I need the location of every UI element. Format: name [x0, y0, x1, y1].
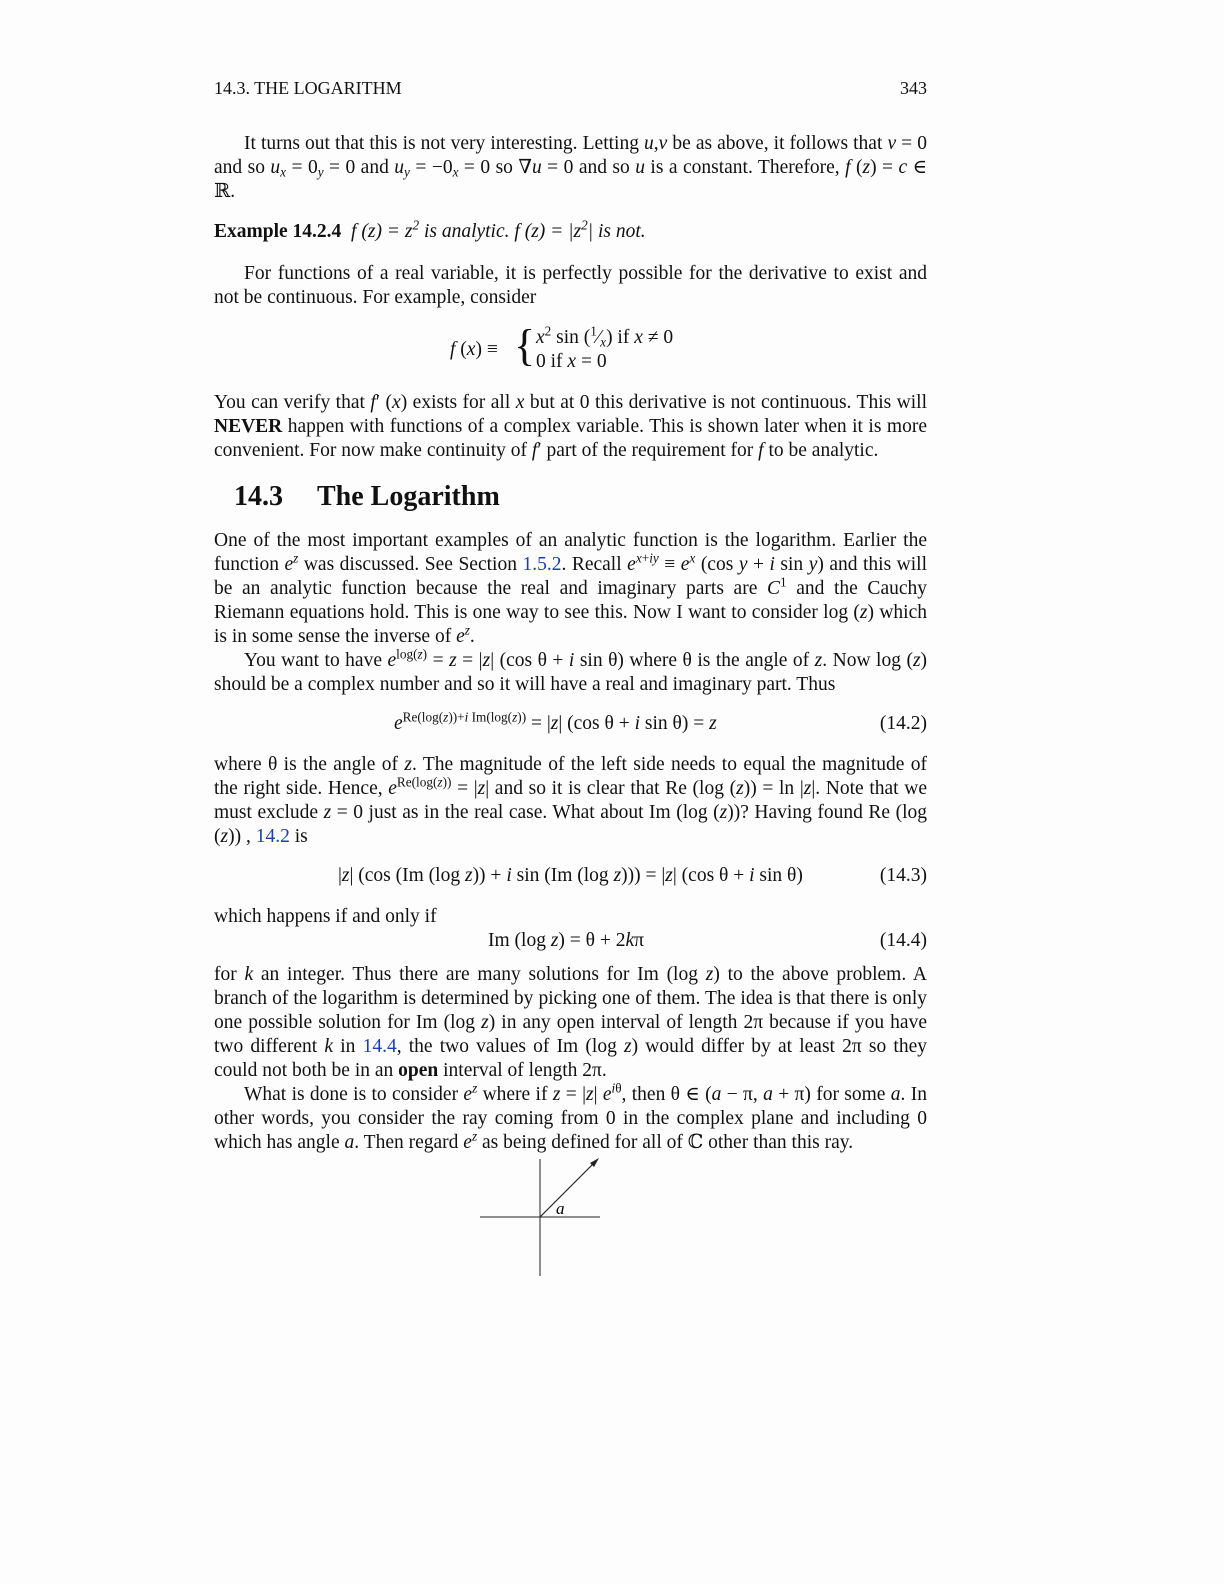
paragraph-real-variable: For functions of a real variable, it is perfectly possible for the derivative to exist and not be continuous. For example, consider: [214, 263, 927, 308]
section-link[interactable]: 1.5.2: [522, 554, 562, 575]
section-number: 14.3: [234, 481, 283, 512]
open-emphasis: open: [398, 1060, 439, 1081]
page-number: 343: [900, 78, 927, 98]
paragraph-which-happens: which happens if and only if: [214, 906, 437, 927]
paragraph-logarithm-intro: One of the most important examples of an analytic function is the logarithm. Earlier the function $e^z$ was discussed. See Section 1.5.2. Recall $e^{x+iy} \equiv e^x$ (cos y + i sin y) and this will be an analytic function because the real and imaginary parts are $C^1$ and the Cauchy Riemann equations hold. This is one way to see this. Now I want to consider log (z) which is in some sense the inverse of $e^z$. You want to have $e^{log(z)} = z = |z|$ (cos θ + i sin θ) where θ is the angle of z. Now log (z) should be a complex number and so it will have a real and imaginary part. Thus: [214, 530, 928, 695]
paragraph-branch: for k an integer. Thus there are many solutions for Im (log z) to the above problem. A branch of the logarithm is determined by picking one of them. The idea is that there is only one possible solution for Im (log z) in any open interval of length 2π because if you have two different k in 14.4, the two values of Im (log z) would differ by at least 2π so they could not both be in an open interval of length 2π. What is done is to consider $e^z$ where if z = |z| $e^{i\theta}$, then θ ∈ (a − π, a + π) for some a. In other words, you consider the ray coming from 0 in the complex plane and including 0 which has angle a. Then regard $e^z$ as being defined for all of ℂ other than this ray.: [214, 964, 928, 1153]
paragraph-verify-derivative: You can verify that f′ (x) exists for all x but at 0 this derivative is not continuous. This will NEVER happen with functions of a complex variable. This is shown later when it is more convenient. For now make continuity of f′ part of the requirement for f to be analytic.: [214, 392, 928, 461]
ray-diagram: [476, 1155, 606, 1280]
angle-label: a: [556, 1199, 565, 1218]
equation-number: (14.2): [879, 713, 927, 734]
example-label: Example 14.2.4: [214, 221, 342, 242]
paragraph-constant-result: It turns out that this is not very interesting. Letting u,v be as above, it follows that v = 0 and so $u_x = 0_y = 0$ and $u_y = -0_x = 0$ so ∇u = 0 and so u is a constant. Therefore, f (z) = c ∈ ℝ.: [214, 133, 928, 202]
equation-link-14-4[interactable]: 14.4: [362, 1036, 397, 1057]
equation-number: (14.3): [879, 865, 927, 886]
example-14-2-4: Example 14.2.4 f $(z) = z^2$ is analytic. f $(z) = |z^2|$ is not.: [214, 217, 646, 242]
equation-number: (14.4): [879, 930, 927, 951]
piecewise-definition: f (x) ≡ { $x^2$ $\sin (^1⁄_x)$ if x ≠ 0 0 if x = 0: [450, 321, 674, 372]
section-title: The Logarithm: [317, 481, 500, 512]
paragraph-magnitude: where θ is the angle of z. The magnitude of the left side needs to equal the magnitude of the right side. Hence, $e^{Re(log(z))} = |z|$ and so it is clear that Re (log (z)) = ln |z|. Note that we must exclude z = 0 just as in the real case. What about Im (log (z))? Having found Re (log (z)) , 14.2 is: [214, 754, 927, 847]
ray-line: [540, 1162, 595, 1217]
running-header: [214, 76, 927, 100]
never-emphasis: NEVER: [214, 416, 283, 437]
equation-link-14-2[interactable]: 14.2: [255, 826, 290, 847]
section-heading: [234, 481, 927, 512]
running-title: 14.3. THE LOGARITHM: [214, 78, 402, 98]
